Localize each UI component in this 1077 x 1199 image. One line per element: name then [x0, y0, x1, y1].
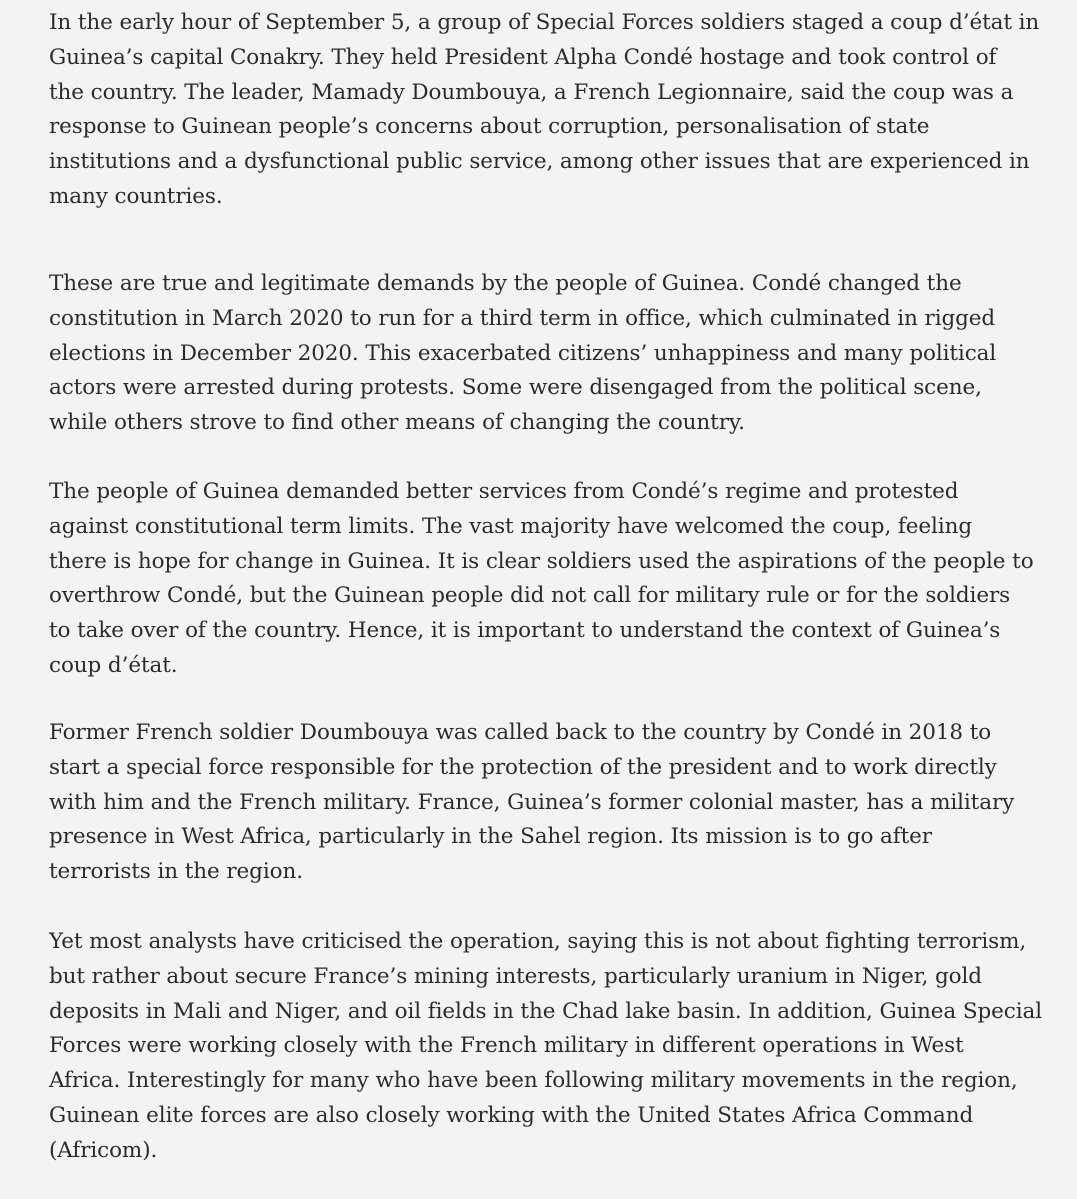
text-line: These are true and legitimate demands by the people of Guinea. Condé changed the	[49, 271, 962, 296]
text-line: (Africom).	[49, 1137, 158, 1163]
text-line: the country. The leader, Mamady Doumbouya, a French Legionnaire, said the coup was a	[49, 79, 1014, 105]
text-line: to take over of the country. Hence, it is important to understand the context of Guinea’s	[49, 618, 1001, 644]
paragraph-4	[49, 716, 1014, 890]
text-line: there is hope for change in Guinea. It is clear soldiers used the aspirations of the people to	[49, 548, 1034, 574]
text-line: against constitutional term limits. The vast majority have welcomed the coup, feeling	[49, 513, 973, 539]
text-line: Guinea’s capital Conakry. They held President Alpha Condé hostage and took control of	[49, 44, 997, 70]
text-line: Guinean elite forces are also closely working with the United States Africa Command	[49, 1102, 974, 1128]
paragraph-1	[49, 6, 1039, 215]
text-line: Africa. Interestingly for many who have been following military movements in the region,	[49, 1068, 1018, 1094]
text-line: many countries.	[49, 183, 223, 209]
text-line: elections in December 2020. This exacerbated citizens’ unhappiness and many political	[49, 340, 997, 366]
text-line: while others strove to find other means of changing the country.	[49, 410, 745, 436]
text-line: coup d’état.	[49, 652, 178, 678]
paragraph-5	[49, 925, 1042, 1169]
paragraph-2	[49, 267, 996, 441]
text-line: Former French soldier Doumbouya was called back to the country by Condé in 2018 to	[49, 720, 992, 745]
text-line: deposits in Mali and Niger, and oil fields in the Chad lake basin. In addition, Guinea Special	[49, 998, 1042, 1024]
text-line: The people of Guinea demanded better services from Condé’s regime and protested	[49, 479, 959, 504]
text-line: start a special force responsible for the protection of the president and to work directly	[49, 754, 997, 780]
text-line: terrorists in the region.	[49, 859, 303, 885]
text-line: constitution in March 2020 to run for a third term in office, which culminated in rigged	[49, 305, 996, 331]
text-line: overthrow Condé, but the Guinean people did not call for military rule or for the soldiers	[49, 583, 1011, 609]
text-line: Forces were working closely with the French military in different operations in West	[49, 1033, 964, 1059]
text-line: response to Guinean people’s concerns about corruption, personalisation of state	[49, 114, 930, 140]
text-line: actors were arrested during protests. Some were disengaged from the political scene,	[49, 375, 982, 401]
text-line: with him and the French military. France, Guinea’s former colonial master, has a military	[49, 789, 1015, 815]
text-line: institutions and a dysfunctional public service, among other issues that are experienced in	[49, 149, 1030, 175]
text-line: Yet most analysts have criticised the operation, saying this is not about fighting terrorism,	[49, 929, 1027, 954]
text-line: presence in West Africa, particularly in the Sahel region. Its mission is to go after	[49, 824, 932, 850]
text-line: but rather about secure France’s mining interests, particularly uranium in Niger, gold	[49, 963, 982, 989]
paragraph-3	[49, 475, 1034, 684]
text-line: In the early hour of September 5, a group of Special Forces soldiers staged a coup d’état in	[49, 10, 1040, 35]
